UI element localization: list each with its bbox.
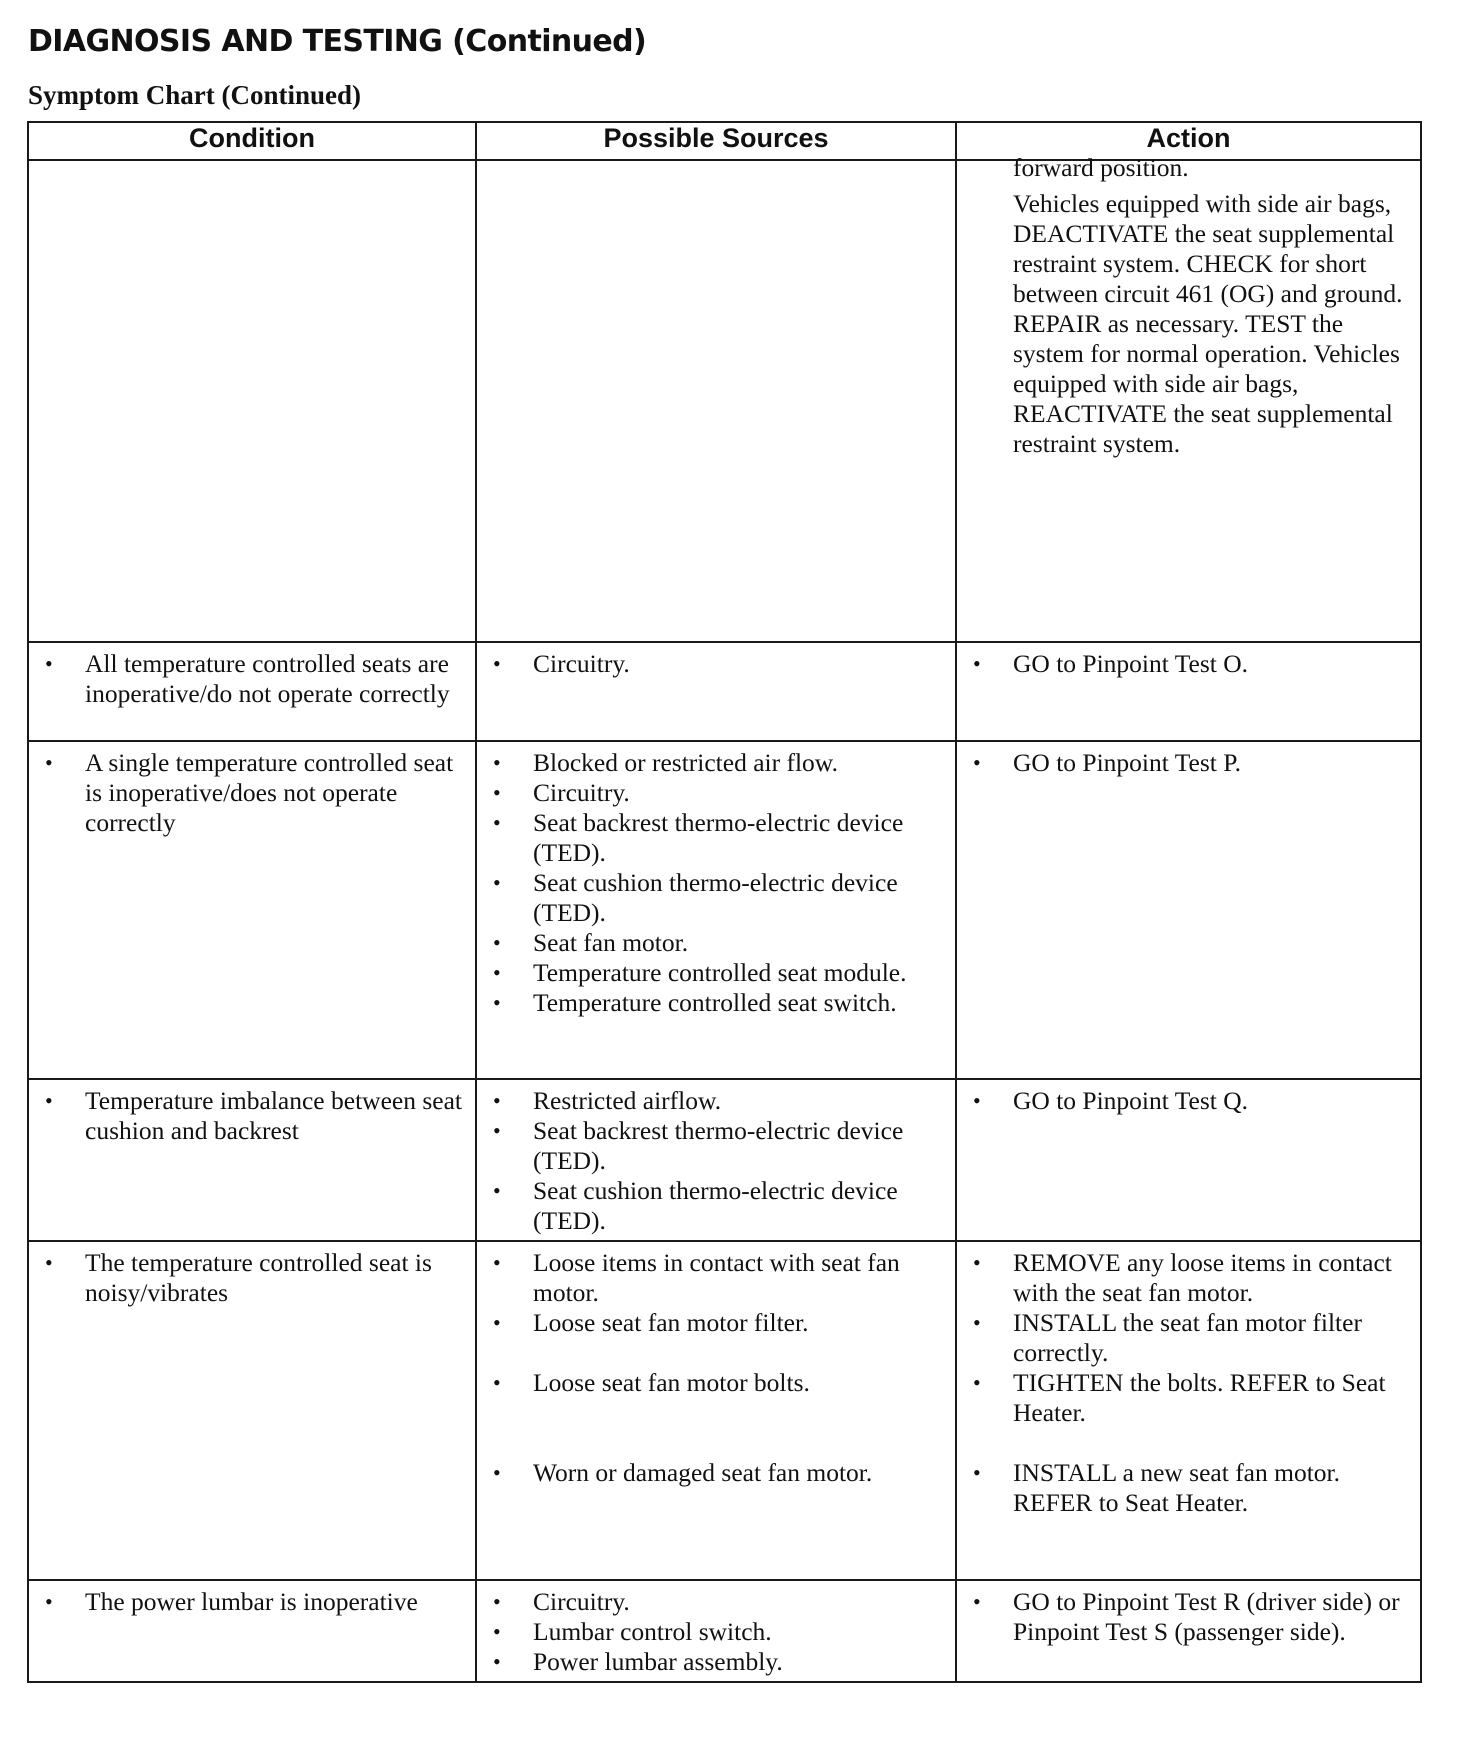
action-item: • GO to Pinpoint Test Q.	[969, 1086, 1408, 1116]
condition-cell	[28, 1241, 476, 1580]
action-continued-text: Vehicles equipped with side air bags, DEACTIVATE the seat supplemental restraint system. CHECK for short between circuit 461 (OG) and ground. REPAIR as necessary. TEST the system for normal operation. Vehicles equipped with side air bags, REACTIVATE the seat supplemental restraint system.	[1013, 189, 1403, 458]
source-item: • Power lumbar assembly.	[489, 1647, 943, 1677]
action-item: • INSTALL the seat fan motor filter correctly.	[969, 1308, 1408, 1368]
table-row-continued	[28, 160, 1421, 642]
action-item: • REMOVE any loose items in contact with the seat fan motor.	[969, 1248, 1408, 1308]
source-item: • Seat cushion thermo-electric device (TED).	[489, 1176, 943, 1236]
source-item: • Loose seat fan motor filter.	[489, 1308, 943, 1338]
table-row	[28, 1079, 1421, 1241]
condition-text: • The power lumbar is inoperative	[41, 1587, 463, 1617]
page-heading: DIAGNOSIS AND TESTING (Continued)	[28, 24, 647, 59]
condition-cell	[28, 1079, 476, 1241]
sources-cell	[476, 1079, 956, 1241]
column-header-possible-sources: Possible Sources	[476, 122, 956, 160]
action-continued-text: forward position.	[1013, 153, 1189, 182]
action-item: • INSTALL a new seat fan motor. REFER to Seat Heater.	[969, 1458, 1408, 1518]
sources-cell	[476, 160, 956, 642]
source-item: • Loose seat fan motor bolts.	[489, 1368, 943, 1398]
condition-text: • The temperature controlled seat is noisy/vibrates	[41, 1248, 463, 1308]
source-item: • Restricted airflow.	[489, 1086, 943, 1116]
condition-cell	[28, 741, 476, 1079]
sources-cell	[476, 642, 956, 741]
action-cell	[956, 1580, 1421, 1682]
symptom-chart-table	[27, 121, 1422, 1683]
source-item: • Circuitry.	[489, 778, 943, 808]
chart-title: Symptom Chart (Continued)	[28, 80, 362, 110]
source-item: • Circuitry.	[489, 1587, 943, 1617]
source-item: • Seat fan motor.	[489, 928, 943, 958]
source-item: • Loose items in contact with seat fan motor.	[489, 1248, 943, 1308]
sources-cell	[476, 1580, 956, 1682]
source-item: • Seat cushion thermo-electric device (TED).	[489, 868, 943, 928]
action-cell	[956, 153, 1421, 642]
source-item: • Blocked or restricted air flow.	[489, 748, 943, 778]
source-item: • Lumbar control switch.	[489, 1617, 943, 1647]
action-item: • TIGHTEN the bolts. REFER to Seat Heater.	[969, 1368, 1408, 1428]
action-cell	[956, 642, 1421, 741]
condition-text: • Temperature imbalance between seat cushion and backrest	[41, 1086, 463, 1146]
source-item: • Circuitry.	[489, 649, 943, 679]
table-row	[28, 1580, 1421, 1682]
column-header-action: Action	[956, 122, 1421, 160]
action-cell	[956, 1079, 1421, 1241]
sources-cell	[476, 741, 956, 1079]
condition-text: • All temperature controlled seats are inoperative/do not operate correctly	[41, 649, 463, 709]
source-item: • Seat backrest thermo-electric device (TED).	[489, 808, 943, 868]
sources-cell	[476, 1241, 956, 1580]
table-row	[28, 741, 1421, 1079]
action-item: • GO to Pinpoint Test R (driver side) or Pinpoint Test S (passenger side).	[969, 1587, 1408, 1647]
source-item: • Seat backrest thermo-electric device (TED).	[489, 1116, 943, 1176]
source-item: • Temperature controlled seat module.	[489, 958, 943, 988]
action-item: • GO to Pinpoint Test P.	[969, 748, 1408, 778]
source-item: • Temperature controlled seat switch.	[489, 988, 943, 1018]
action-cell	[956, 1241, 1421, 1580]
table-row	[28, 642, 1421, 741]
source-item: • Worn or damaged seat fan motor.	[489, 1458, 943, 1488]
condition-cell	[28, 160, 476, 642]
condition-cell	[28, 642, 476, 741]
action-item: • GO to Pinpoint Test O.	[969, 649, 1408, 679]
condition-text: • A single temperature controlled seat is inoperative/does not operate correctly	[41, 748, 463, 838]
column-header-condition: Condition	[28, 122, 476, 160]
action-cell	[956, 741, 1421, 1079]
condition-cell	[28, 1580, 476, 1682]
table-row	[28, 1241, 1421, 1580]
